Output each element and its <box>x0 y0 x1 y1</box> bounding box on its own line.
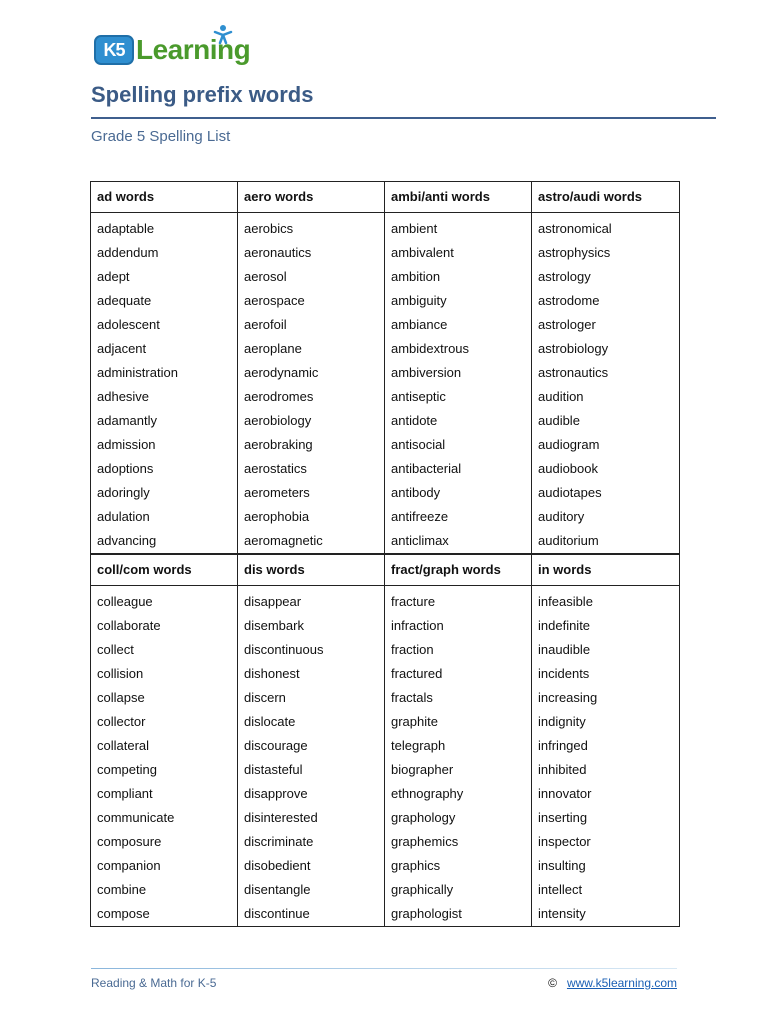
table-row <box>91 361 680 385</box>
table-row <box>91 806 680 830</box>
word-cell: astrobiology <box>532 337 680 361</box>
table-row <box>91 758 680 782</box>
word-cell: aerometers <box>238 481 385 505</box>
word-cell: innovator <box>532 782 680 806</box>
table-row <box>91 782 680 806</box>
word-cell: aerobiology <box>238 409 385 433</box>
table-row <box>91 433 680 457</box>
table-row <box>91 614 680 638</box>
word-cell: antidote <box>385 409 532 433</box>
word-cell: infeasible <box>532 590 680 614</box>
spelling-word-table <box>90 181 680 927</box>
word-cell: astronautics <box>532 361 680 385</box>
word-cell: aerostatics <box>238 457 385 481</box>
word-cell: fraction <box>385 638 532 662</box>
word-cell: compose <box>91 902 238 927</box>
word-cell: adamantly <box>91 409 238 433</box>
word-cell: dishonest <box>238 662 385 686</box>
word-cell: indefinite <box>532 614 680 638</box>
word-cell: graphemics <box>385 830 532 854</box>
word-cell: audiotapes <box>532 481 680 505</box>
word-cell: ambition <box>385 265 532 289</box>
column-header: dis words <box>238 554 385 586</box>
word-cell: aerophobia <box>238 505 385 529</box>
word-cell: disapprove <box>238 782 385 806</box>
word-cell: graphite <box>385 710 532 734</box>
word-cell: ambidextrous <box>385 337 532 361</box>
table-row <box>91 241 680 265</box>
word-cell: aeromagnetic <box>238 529 385 554</box>
table-row <box>91 313 680 337</box>
column-header: ad words <box>91 182 238 213</box>
word-cell: disobedient <box>238 854 385 878</box>
word-cell: indignity <box>532 710 680 734</box>
table-row <box>91 710 680 734</box>
word-cell: discern <box>238 686 385 710</box>
table-row <box>91 457 680 481</box>
table-row <box>91 505 680 529</box>
word-cell: audible <box>532 409 680 433</box>
word-cell: aerobics <box>238 217 385 241</box>
word-cell: aerofoil <box>238 313 385 337</box>
word-cell: colleague <box>91 590 238 614</box>
word-cell: intensity <box>532 902 680 927</box>
table-row <box>91 878 680 902</box>
word-cell: antibacterial <box>385 457 532 481</box>
word-cell: astrologer <box>532 313 680 337</box>
word-cell: aerosol <box>238 265 385 289</box>
word-cell: collect <box>91 638 238 662</box>
word-cell: admission <box>91 433 238 457</box>
word-cell: advancing <box>91 529 238 554</box>
word-cell: adhesive <box>91 385 238 409</box>
word-cell: adulation <box>91 505 238 529</box>
table-row <box>91 289 680 313</box>
table-header-row <box>91 554 680 586</box>
word-cell: disinterested <box>238 806 385 830</box>
k5-learning-logo <box>94 30 250 70</box>
word-cell: aerodynamic <box>238 361 385 385</box>
word-cell: ambiversion <box>385 361 532 385</box>
word-cell: graphology <box>385 806 532 830</box>
word-cell: adaptable <box>91 217 238 241</box>
word-cell: ambiguity <box>385 289 532 313</box>
table-row <box>91 854 680 878</box>
word-cell: adolescent <box>91 313 238 337</box>
table-row <box>91 529 680 554</box>
word-cell: adoptions <box>91 457 238 481</box>
word-cell: aerobraking <box>238 433 385 457</box>
word-cell: adequate <box>91 289 238 313</box>
word-cell: aerodromes <box>238 385 385 409</box>
word-cell: aeroplane <box>238 337 385 361</box>
word-cell: aerospace <box>238 289 385 313</box>
word-cell: insulting <box>532 854 680 878</box>
word-cell: infraction <box>385 614 532 638</box>
table-row <box>91 830 680 854</box>
word-cell: intellect <box>532 878 680 902</box>
table-row <box>91 217 680 241</box>
page-subtitle: Grade 5 Spelling List <box>91 128 231 145</box>
logo-badge-k: K <box>103 39 116 60</box>
word-cell: auditorium <box>532 529 680 554</box>
word-cell: ambivalent <box>385 241 532 265</box>
column-header: aero words <box>238 182 385 213</box>
word-cell: adoringly <box>91 481 238 505</box>
table-row <box>91 385 680 409</box>
table-row <box>91 409 680 433</box>
title-divider <box>91 117 716 119</box>
word-cell: adept <box>91 265 238 289</box>
column-header: fract/graph words <box>385 554 532 586</box>
word-cell: ethnography <box>385 782 532 806</box>
word-cell: auditory <box>532 505 680 529</box>
logo-badge-5: 5 <box>115 39 125 60</box>
word-cell: discourage <box>238 734 385 758</box>
word-cell: astrodome <box>532 289 680 313</box>
word-cell: disappear <box>238 590 385 614</box>
word-cell: antiseptic <box>385 385 532 409</box>
word-cell: astrophysics <box>532 241 680 265</box>
word-cell: infringed <box>532 734 680 758</box>
word-cell: audiogram <box>532 433 680 457</box>
word-cell: collaborate <box>91 614 238 638</box>
table-header-row <box>91 182 680 213</box>
column-header: astro/audi words <box>532 182 680 213</box>
word-cell: aeronautics <box>238 241 385 265</box>
logo-badge <box>94 35 134 65</box>
table-row <box>91 686 680 710</box>
word-cell: dislocate <box>238 710 385 734</box>
word-cell: fracture <box>385 590 532 614</box>
table-row <box>91 662 680 686</box>
table-row <box>91 734 680 758</box>
copyright-symbol: © <box>548 976 557 990</box>
table-row <box>91 337 680 361</box>
word-cell: communicate <box>91 806 238 830</box>
column-header: coll/com words <box>91 554 238 586</box>
word-cell: companion <box>91 854 238 878</box>
word-cell: antisocial <box>385 433 532 457</box>
word-cell: combine <box>91 878 238 902</box>
logo-wordmark: Learning <box>136 34 251 65</box>
word-cell: ambient <box>385 217 532 241</box>
word-cell: collector <box>91 710 238 734</box>
word-cell: disembark <box>238 614 385 638</box>
word-cell: telegraph <box>385 734 532 758</box>
word-cell: inhibited <box>532 758 680 782</box>
website-link[interactable]: www.k5learning.com <box>566 976 677 990</box>
word-cell: biographer <box>385 758 532 782</box>
word-cell: collision <box>91 662 238 686</box>
footer-copyright <box>548 976 677 990</box>
table-row <box>91 902 680 927</box>
word-cell: graphically <box>385 878 532 902</box>
word-cell: incidents <box>532 662 680 686</box>
word-cell: fractured <box>385 662 532 686</box>
word-cell: inserting <box>532 806 680 830</box>
table-row <box>91 590 680 614</box>
word-cell: discontinue <box>238 902 385 927</box>
word-cell: graphics <box>385 854 532 878</box>
word-cell: inspector <box>532 830 680 854</box>
word-cell: inaudible <box>532 638 680 662</box>
word-cell: addendum <box>91 241 238 265</box>
word-cell: antifreeze <box>385 505 532 529</box>
word-cell: compliant <box>91 782 238 806</box>
word-cell: fractals <box>385 686 532 710</box>
word-cell: discriminate <box>238 830 385 854</box>
word-cell: discontinuous <box>238 638 385 662</box>
word-cell: composure <box>91 830 238 854</box>
word-cell: anticlimax <box>385 529 532 554</box>
word-cell: administration <box>91 361 238 385</box>
word-cell: competing <box>91 758 238 782</box>
word-cell: distasteful <box>238 758 385 782</box>
footer-tagline: Reading & Math for K-5 <box>91 976 217 990</box>
word-cell: collateral <box>91 734 238 758</box>
word-cell: disentangle <box>238 878 385 902</box>
word-cell: antibody <box>385 481 532 505</box>
column-header: in words <box>532 554 680 586</box>
table-row <box>91 481 680 505</box>
footer-divider <box>91 968 677 969</box>
word-cell: ambiance <box>385 313 532 337</box>
column-header: ambi/anti words <box>385 182 532 213</box>
table-row <box>91 265 680 289</box>
word-cell: adjacent <box>91 337 238 361</box>
word-cell: astrology <box>532 265 680 289</box>
word-cell: astronomical <box>532 217 680 241</box>
word-cell: collapse <box>91 686 238 710</box>
word-cell: audiobook <box>532 457 680 481</box>
page-title: Spelling prefix words <box>91 82 314 107</box>
table-row <box>91 638 680 662</box>
word-cell: audition <box>532 385 680 409</box>
jumping-figure-icon <box>212 24 234 46</box>
word-cell: increasing <box>532 686 680 710</box>
word-cell: graphologist <box>385 902 532 927</box>
